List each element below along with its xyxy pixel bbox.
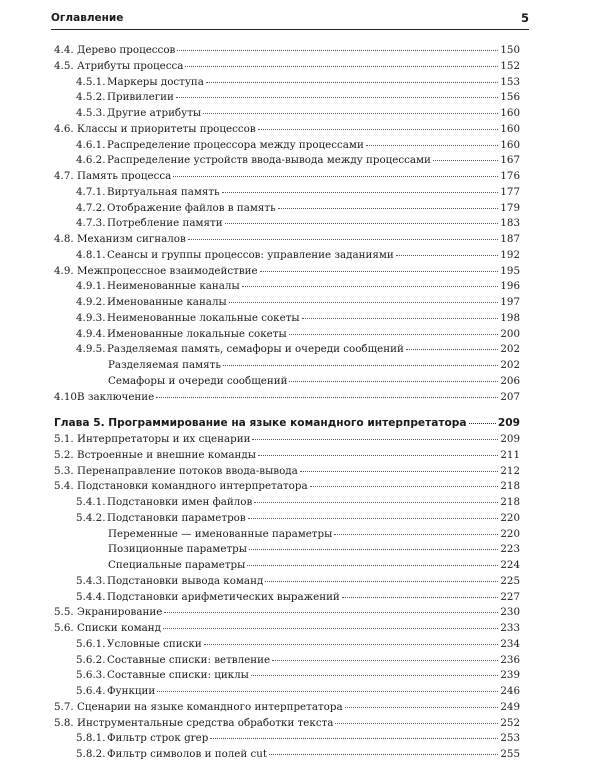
toc-entry[interactable] xyxy=(54,374,520,390)
toc-entry-title: Потребление памяти xyxy=(107,217,223,230)
toc-entry-number: 5.3. xyxy=(54,464,74,477)
toc-entry[interactable] xyxy=(54,201,520,217)
toc-entry-page: 156 xyxy=(500,91,520,104)
toc-entry-number: 4.9.5. xyxy=(76,343,106,356)
toc-entry[interactable] xyxy=(54,684,520,700)
toc-entry-number: 4.8. xyxy=(54,233,74,245)
toc-entry-label xyxy=(54,479,308,495)
toc-entry-page: 153 xyxy=(500,75,520,88)
toc-entry-number: 5.1. xyxy=(54,433,74,445)
toc-entry-number: 5.8.2. xyxy=(76,748,106,760)
toc-entry-title: Память процесса xyxy=(77,170,172,182)
toc-entry-number: 5.4.3. xyxy=(76,574,106,587)
toc-entry-title: Подстановки параметров xyxy=(107,511,246,524)
dot-leader xyxy=(164,612,498,613)
toc-entry-title: Разделяемая память, семафоры и очереди сообщений xyxy=(107,343,404,356)
toc-entry-label xyxy=(54,264,258,280)
toc-entry-number: 5.6.4. xyxy=(76,685,106,697)
toc-entry-page: 211 xyxy=(500,448,520,461)
toc-entry-title: Переменные — именованные параметры xyxy=(108,527,333,540)
dot-leader xyxy=(334,534,498,535)
toc-entry-title: Глава 5. Программирование на языке командного интерпретатора xyxy=(54,417,467,430)
dot-leader xyxy=(289,334,499,335)
dot-leader xyxy=(302,318,499,319)
toc-chapter-entry[interactable] xyxy=(54,416,520,432)
toc-entry-label xyxy=(54,464,298,480)
toc-entry-number: 4.7.1. xyxy=(76,185,106,198)
toc-entry-page: 236 xyxy=(500,653,520,666)
toc-entry[interactable] xyxy=(54,558,520,574)
dot-leader xyxy=(206,82,498,83)
toc-entry-title: Фильтр символов и полей cut xyxy=(107,748,268,760)
toc-entry-title: Составные списки: ветвление xyxy=(107,653,271,666)
toc-entry-page: 224 xyxy=(500,559,520,571)
toc-entry[interactable] xyxy=(54,621,520,637)
toc-entry[interactable] xyxy=(54,527,520,543)
dot-leader xyxy=(188,239,499,240)
toc-entry-label xyxy=(76,185,220,201)
toc-entry-label xyxy=(76,216,223,232)
toc-entry-page: 209 xyxy=(500,433,520,445)
toc-entry-number: 5.8. xyxy=(54,716,74,729)
dot-leader xyxy=(251,675,498,676)
toc-entry-page: 225 xyxy=(500,574,520,587)
toc-entry-number: 4.5.1. xyxy=(76,75,106,88)
toc-entry[interactable] xyxy=(54,432,520,448)
toc-entry-page: 192 xyxy=(500,248,520,261)
toc-entry-page: 234 xyxy=(500,637,520,650)
toc-entry-number: 5.4.1. xyxy=(76,496,106,508)
dot-leader xyxy=(177,50,498,51)
toc-entry-page: 187 xyxy=(500,233,520,245)
dot-leader xyxy=(156,397,498,398)
toc-entry-title: Именованные локальные сокеты xyxy=(107,327,287,340)
toc-entry-title: Экранирование xyxy=(77,606,163,619)
dot-leader xyxy=(203,113,498,114)
toc-entry-title: Условные списки xyxy=(107,637,202,650)
dot-leader xyxy=(247,565,498,566)
toc-entry-label xyxy=(76,75,204,91)
toc-entry-page: 160 xyxy=(500,138,520,151)
toc-entry-page: 195 xyxy=(500,264,520,277)
toc-entry-label xyxy=(76,668,249,684)
toc-entry[interactable] xyxy=(54,106,520,122)
toc-entry[interactable] xyxy=(54,716,520,732)
toc-entry-label xyxy=(76,495,252,511)
toc-entry-number: 4.5.3. xyxy=(76,107,106,119)
toc-entry-number: 4.4. xyxy=(54,44,74,56)
toc-entry-label xyxy=(76,279,240,295)
dot-leader xyxy=(433,160,498,161)
toc-entry-page: 202 xyxy=(500,359,520,371)
toc-entry-title: Межпроцессное взаимодействие xyxy=(77,264,258,277)
toc-entry-label xyxy=(54,232,186,248)
dot-leader xyxy=(258,129,499,130)
toc-entry-page: 230 xyxy=(500,606,520,619)
toc-entry-page: 212 xyxy=(500,464,520,477)
toc-entry-number: 5.4. xyxy=(54,480,74,493)
dot-leader xyxy=(254,502,498,503)
toc-entry-title: Маркеры доступа xyxy=(107,75,204,88)
toc-entry-label xyxy=(76,511,246,527)
toc-entry-title: Перенаправление потоков ввода-вывода xyxy=(77,464,298,477)
toc-entry[interactable] xyxy=(54,216,520,232)
toc-entry-page: 176 xyxy=(500,170,520,182)
toc-entry-label xyxy=(54,700,343,716)
toc-entry-label xyxy=(108,358,221,374)
toc-entry-number: 5.4.4. xyxy=(76,590,106,603)
toc-entry[interactable] xyxy=(54,138,520,154)
toc-entry-number: 4.9.4. xyxy=(76,327,106,340)
toc-entry-title: Сеансы и группы процессов: управление заданиями xyxy=(107,248,394,261)
toc-entry-page: 249 xyxy=(500,700,520,713)
toc-entry-page: 246 xyxy=(500,685,520,697)
toc-entry-page: 160 xyxy=(500,122,520,135)
toc-entry-title: Неименованные локальные сокеты xyxy=(107,311,300,324)
toc-entry-title: Разделяемая память xyxy=(108,359,221,371)
toc-entry-label xyxy=(54,122,256,138)
dot-leader xyxy=(258,455,498,456)
toc-entry-label xyxy=(76,731,208,747)
toc-entry-title: Подстановки арифметических выражений xyxy=(107,590,340,603)
toc-entry-page: 239 xyxy=(500,669,520,682)
toc-entry-page: 167 xyxy=(500,154,520,167)
toc-entry-label xyxy=(108,542,247,558)
dot-leader xyxy=(310,486,499,487)
toc-entry[interactable] xyxy=(54,90,520,106)
toc-entry[interactable] xyxy=(54,605,520,621)
dot-leader xyxy=(406,349,498,350)
toc-entry[interactable] xyxy=(54,43,520,59)
dot-leader xyxy=(278,208,499,209)
toc-entry-page: 197 xyxy=(500,296,520,308)
toc-entry-page: 255 xyxy=(500,748,520,760)
toc-entry[interactable] xyxy=(54,700,520,716)
toc-entry-title: Виртуальная память xyxy=(107,185,220,198)
toc-entry-label xyxy=(76,248,394,264)
header-title: Оглавление xyxy=(51,12,124,24)
toc-entry-title: Сценарии на языке командного интерпретатора xyxy=(77,700,343,713)
dot-leader xyxy=(366,145,499,146)
toc-entry[interactable] xyxy=(54,637,520,653)
toc-entry-label xyxy=(54,390,154,406)
toc-entry-number: 5.4.2. xyxy=(76,511,106,524)
toc-entry-label xyxy=(108,527,332,543)
toc-entry-number: 4.6. xyxy=(54,122,74,135)
toc-entry-label xyxy=(76,684,155,700)
toc-entry-title: Именованные каналы xyxy=(107,296,227,308)
dot-leader xyxy=(272,660,498,661)
dot-leader xyxy=(222,192,499,193)
toc-entry-label xyxy=(76,311,300,327)
dot-leader xyxy=(249,549,498,550)
toc-entry-title: Интерпретаторы и их сценарии xyxy=(77,433,251,445)
toc-entry-number: 4.10. xyxy=(54,390,81,403)
toc-entry[interactable] xyxy=(54,295,520,311)
toc-entry[interactable] xyxy=(54,495,520,511)
toc-entry[interactable] xyxy=(54,542,520,558)
toc-entry-label xyxy=(76,574,263,590)
toc-entry[interactable] xyxy=(54,279,520,295)
toc-entry[interactable] xyxy=(54,59,520,75)
toc-entry-number: 5.5. xyxy=(54,606,74,619)
toc-entry-page: 233 xyxy=(500,622,520,634)
toc-entry-title: Составные списки: циклы xyxy=(107,669,249,682)
dot-leader xyxy=(242,286,499,287)
dot-leader xyxy=(225,223,499,224)
toc-entry-label xyxy=(54,448,256,464)
toc-entry-title: Подстановки имен файлов xyxy=(107,496,253,508)
toc-entry-title: Атрибуты процесса xyxy=(77,59,184,72)
toc-entry-page: 206 xyxy=(500,374,520,387)
toc-entry-number: 5.7. xyxy=(54,700,74,713)
toc-entry-page: 198 xyxy=(500,311,520,324)
toc-entry-label xyxy=(76,153,431,169)
toc-entry-number: 5.2. xyxy=(54,448,74,461)
dot-leader xyxy=(210,738,498,739)
toc-entry-page: 177 xyxy=(500,185,520,198)
toc-entry-page: 179 xyxy=(500,201,520,214)
toc-entry-title: Распределение процессора между процессами xyxy=(107,138,364,151)
toc-entry[interactable] xyxy=(54,511,520,527)
toc-entry-label xyxy=(54,605,162,621)
toc-entry-number: 4.9.3. xyxy=(76,311,106,324)
dot-leader xyxy=(335,723,498,724)
toc-entry-title: Неименованные каналы xyxy=(107,280,240,293)
toc-entry[interactable] xyxy=(54,448,520,464)
toc-entry-title: Функции xyxy=(107,685,156,697)
toc-entry-page: 202 xyxy=(500,343,520,356)
toc-entry-label xyxy=(76,653,270,669)
toc-entry-title: Отображение файлов в память xyxy=(107,201,276,214)
toc-entry-title: Списки команд xyxy=(77,622,161,634)
toc-entry-page: 218 xyxy=(500,480,520,493)
toc-entry-number: 4.6.1. xyxy=(76,138,106,151)
toc-entry-number: 5.6.1. xyxy=(76,637,106,650)
toc-entry-number: 4.9.1. xyxy=(76,280,106,293)
toc-entry-number: 4.9.2. xyxy=(76,296,106,308)
dot-leader xyxy=(300,471,499,472)
toc-entry-title: Семафоры и очереди сообщений xyxy=(108,374,288,387)
toc-entry-page: 220 xyxy=(500,511,520,524)
toc-entry-label xyxy=(54,416,467,432)
toc-entry[interactable] xyxy=(54,342,520,358)
toc-entry[interactable] xyxy=(54,358,520,374)
toc-entry-label xyxy=(76,637,202,653)
toc-entry-title: Дерево процессов xyxy=(77,44,176,56)
toc-entry-number: 5.6.3. xyxy=(76,669,106,682)
toc-entry[interactable] xyxy=(54,311,520,327)
toc-entry-page: 160 xyxy=(500,107,520,119)
toc-entry[interactable] xyxy=(54,122,520,138)
toc-entry-label xyxy=(76,138,364,154)
dot-leader xyxy=(265,581,498,582)
toc-entry[interactable] xyxy=(54,264,520,280)
toc-entry-title: Классы и приоритеты процессов xyxy=(77,122,256,135)
toc-entry-label xyxy=(54,169,171,185)
toc-entry[interactable] xyxy=(54,574,520,590)
dot-leader xyxy=(204,644,499,645)
dot-leader xyxy=(469,423,496,424)
dot-leader xyxy=(163,628,498,629)
toc-entry-label xyxy=(76,106,201,122)
dot-leader xyxy=(223,365,498,366)
toc-entry-number: 4.9. xyxy=(54,264,74,277)
toc-entry-page: 209 xyxy=(497,417,520,430)
toc-entry-page: 207 xyxy=(500,390,520,403)
toc-entry-label xyxy=(54,432,250,448)
toc-entry-number: 4.5.2. xyxy=(76,91,106,104)
toc-entry[interactable] xyxy=(54,747,520,763)
toc-entry-title: Подстановки командного интерпретатора xyxy=(77,480,308,493)
toc-entry-page: 152 xyxy=(500,59,520,72)
toc-entry-label xyxy=(76,201,276,217)
dot-leader xyxy=(252,439,498,440)
toc-entry-label xyxy=(54,43,175,59)
toc-entry-page: 220 xyxy=(500,527,520,540)
toc-entry[interactable] xyxy=(54,153,520,169)
dot-leader xyxy=(396,255,499,256)
toc-entry-label xyxy=(76,747,267,763)
toc-entry[interactable] xyxy=(54,75,520,91)
toc-entry-number: 4.7.3. xyxy=(76,217,106,230)
toc-entry-page: 252 xyxy=(500,716,520,729)
toc-entry-number: 4.7. xyxy=(54,170,74,182)
dot-leader xyxy=(157,691,498,692)
toc-entry[interactable] xyxy=(54,731,520,747)
toc-entry[interactable] xyxy=(54,390,520,406)
toc-entry-label xyxy=(76,342,404,358)
toc-entry-page: 183 xyxy=(500,217,520,230)
header-page-number: 5 xyxy=(520,11,529,25)
toc-entry[interactable] xyxy=(54,590,520,606)
dot-leader xyxy=(185,66,498,67)
dot-leader xyxy=(229,302,499,303)
toc-entry-number: 5.6.2. xyxy=(76,653,106,666)
toc-entry-page: 200 xyxy=(500,327,520,340)
toc-entry-page: 227 xyxy=(500,590,520,603)
toc-entry[interactable] xyxy=(54,653,520,669)
running-header xyxy=(51,11,529,30)
toc-entry[interactable] xyxy=(54,232,520,248)
toc-entry[interactable] xyxy=(54,464,520,480)
dot-leader xyxy=(260,271,499,272)
toc-entry-label xyxy=(54,716,333,732)
toc-entry-label xyxy=(76,590,340,606)
toc-entry-label xyxy=(76,327,287,343)
dot-leader xyxy=(342,597,499,598)
dot-leader xyxy=(269,754,498,755)
toc-entry-label xyxy=(54,621,161,637)
toc-entry[interactable] xyxy=(54,169,520,185)
toc-entry-title: В заключение xyxy=(77,390,155,403)
dot-leader xyxy=(289,381,498,382)
toc-entry-page: 218 xyxy=(500,496,520,508)
toc-entry-title: Привилегии xyxy=(107,91,174,104)
toc-entry[interactable] xyxy=(54,327,520,343)
toc-entry-page: 196 xyxy=(500,280,520,293)
toc-entry-number: 4.7.2. xyxy=(76,201,106,214)
toc-entry-page: 150 xyxy=(500,44,520,56)
dot-leader xyxy=(176,97,498,98)
dot-leader xyxy=(173,176,498,177)
dot-leader xyxy=(345,707,499,708)
table-of-contents xyxy=(54,43,520,763)
toc-entry-label xyxy=(54,59,183,75)
toc-entry-page: 223 xyxy=(500,543,520,556)
toc-entry-label xyxy=(108,558,245,574)
toc-entry-number: 5.6. xyxy=(54,622,74,634)
toc-entry[interactable] xyxy=(54,668,520,684)
toc-entry-title: Механизм сигналов xyxy=(77,233,186,245)
toc-entry-label xyxy=(76,295,227,311)
toc-entry-title: Специальные параметры xyxy=(108,559,246,571)
toc-entry-number: 4.8.1. xyxy=(76,248,106,261)
toc-entry-number: 4.5. xyxy=(54,59,74,72)
toc-entry-title: Встроенные и внешние команды xyxy=(77,448,256,461)
toc-entry[interactable] xyxy=(54,479,520,495)
toc-entry-number: 4.6.2. xyxy=(76,154,106,167)
chapter-spacer xyxy=(54,405,520,416)
toc-entry-label xyxy=(108,374,287,390)
toc-entry-title: Другие атрибуты xyxy=(107,107,202,119)
toc-entry-number: 5.8.1. xyxy=(76,732,106,745)
toc-entry-title: Подстановки вывода команд xyxy=(107,574,264,587)
toc-entry-title: Инструментальные средства обработки текста xyxy=(77,716,334,729)
dot-leader xyxy=(248,518,499,519)
toc-entry-title: Позиционные параметры xyxy=(108,543,247,556)
toc-entry[interactable] xyxy=(54,248,520,264)
toc-entry-title: Фильтр строк grep xyxy=(107,732,209,745)
toc-entry-label xyxy=(76,90,174,106)
toc-entry[interactable] xyxy=(54,185,520,201)
toc-entry-page: 253 xyxy=(500,732,520,745)
toc-entry-title: Распределение устройств ввода-вывода между процессами xyxy=(107,154,431,167)
